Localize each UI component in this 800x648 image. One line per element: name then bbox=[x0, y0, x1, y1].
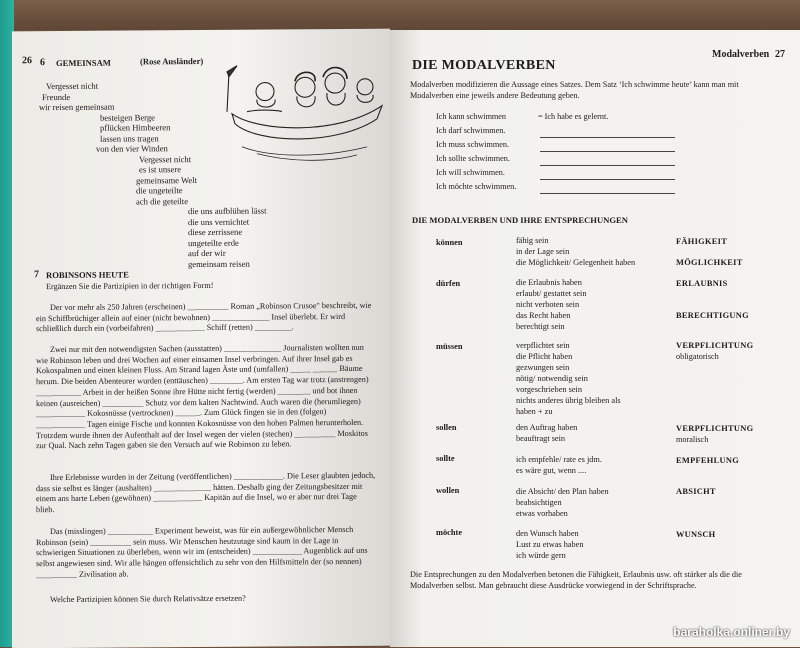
poem-line: diese zerrissene bbox=[188, 226, 243, 238]
equivalent: nötig/ notwendig sein bbox=[516, 374, 588, 383]
running-header: Modalverben bbox=[712, 49, 770, 60]
equivalent: nicht verboten sein bbox=[516, 300, 580, 309]
meaning-label: WUNSCH bbox=[676, 530, 716, 539]
intro-text: Modalverben modifizieren die Aussage eines Satzes. Dem Satz ‘Ich schwimme heute’ kann man mit Modalverben eine jeweils andere Bedeutung geben. bbox=[410, 80, 739, 100]
meaning-label: VERPFLICHTUNG bbox=[676, 424, 754, 433]
equivalent: beabsichtigen bbox=[516, 498, 562, 507]
modal-verb: sollte bbox=[436, 454, 455, 463]
exercise-sentence: Ich darf schwimmen. bbox=[436, 126, 506, 135]
answer-line[interactable] bbox=[540, 192, 675, 194]
exercise-sentence: Ich muss schwimmen. bbox=[436, 140, 509, 149]
equivalent: in der Lage sein bbox=[516, 247, 570, 256]
table-heading: DIE MODALVERBEN UND IHRE ENTSPRECHUNGEN bbox=[412, 215, 628, 225]
right-page bbox=[390, 30, 800, 647]
equivalent: beauftragt sein bbox=[516, 434, 566, 443]
page-number-left: 26 bbox=[22, 55, 32, 67]
equivalent: haben + zu bbox=[516, 407, 553, 416]
exercise-sentence: Ich möchte schwimmen. bbox=[436, 182, 517, 191]
equivalent: ich empfehle/ rate es jdm. bbox=[516, 455, 602, 464]
poem-line: die uns vernichtet bbox=[188, 216, 250, 228]
final-question: Welche Partizipien können Sie durch Relativsätze ersetzen? bbox=[50, 593, 246, 605]
equivalent: erlaubt/ gestattet sein bbox=[516, 289, 587, 298]
equivalent: ich würde gern bbox=[516, 551, 566, 560]
exercise-answer: = Ich habe es gelernt. bbox=[538, 112, 609, 121]
answer-line[interactable] bbox=[540, 136, 675, 138]
poem-line: ach die geteilte bbox=[136, 196, 189, 207]
exercise-sentence: Ich will schwimmen. bbox=[436, 168, 505, 177]
poem-author: (Rose Ausländer) bbox=[140, 55, 204, 67]
modal-verb: sollen bbox=[436, 423, 457, 432]
poem-line: besteigen Berge bbox=[100, 112, 155, 123]
section-7-number: 7 bbox=[34, 269, 39, 281]
exercise-paragraph: Das (misslingen) ___________ Experiment beweist, was für ein außergewöhnlicher Mensch Robinson (sein) __________ sein muss. Wir Menschen heutzutage sind kaum in der Lage in schwierigen Situationen zu überleben, wenn wir im (entscheiden) ____________ Augenblick auf uns selbst angewiesen sind. Wir alle hängen offensichtlich zu sehr von den Hilfsmitteln der (so nennen) __________ Zivilisation ab. bbox=[36, 524, 368, 579]
equivalent: das Recht haben bbox=[516, 311, 571, 320]
watermark: baraholka.onliner.by bbox=[673, 625, 790, 639]
poem-line: Freunde bbox=[42, 91, 71, 103]
equivalent: Lust zu etwas haben bbox=[516, 540, 584, 549]
exercise-paragraph: Ihre Erlebnisse wurden in der Zeitung (veröffentlichen) ____________. Die Leser glaubten jedoch, dass sie selbst es länger (aushalten) ______________ hätten. Deshalb ging der Zeitungsbesitzer mit einem ans harte Leben (gewöhnen) ____________ Kapitän auf die Insel, wo er aber nur drei Tage blieb. bbox=[36, 470, 376, 515]
answer-line[interactable] bbox=[540, 150, 675, 152]
meaning-label: ABSICHT bbox=[676, 487, 716, 496]
poem-line: die uns aufblühen lässt bbox=[188, 205, 267, 217]
page-title: DIE MODALVERBEN bbox=[412, 58, 556, 73]
section-6-number: 6 bbox=[40, 57, 45, 69]
poem-line: es ist unsere bbox=[139, 164, 182, 175]
meaning-sublabel: obligatorisch bbox=[676, 352, 719, 361]
poem-line: Vergesset nicht bbox=[46, 80, 99, 92]
exercise-paragraph: Zwei nur mit den notwendigsten Sachen (ausstatten) ______________ Journalisten wollten nun wie Robinson leben und drei Wochen auf einer einsamen Insel verbringen. Auf ihrer Insel gab es Kokospalmen und einen kleinen Fluss. Am Strand lagen Äste und (umfallen) _____ ______ Bäume herum. Die beiden Abenteurer wurden (enttäuschen) ________. Am ersten Tag war trotz (anstrengen) ___________ Arbeit in der heißen Sonne ihre Hütte nicht fertig (werden) ________ und bot ihnen keinen (ausreichen) __________ Schutz vor dem kalten Nachtwind. Auch waren die (herumliegen) ____________ Kokosnüsse (vertrocknen) ______. Zum Glück fingen sie in den (folgen) ____________ Tagen einige Fische und konnten Kokosnüsse von den hohen Palmen herunterholen. Trotzdem wurde ihnen der Aufenthalt auf der Insel wegen der vielen (stechen) __________ Moskitos zur Qual. Nach zehn Tagen gaben sie den Versuch auf wie Robinson zu leben. bbox=[36, 342, 369, 451]
equivalent: berechtigt sein bbox=[516, 322, 565, 331]
section-7-title: ROBINSONS HEUTE bbox=[46, 269, 129, 281]
left-page bbox=[12, 29, 390, 648]
modal-verb: wollen bbox=[436, 486, 460, 495]
equivalent: nichts anderes übrig bleiben als bbox=[516, 396, 621, 405]
equivalent: es wäre gut, wenn .... bbox=[516, 466, 587, 475]
poem-line: gemeinsam reisen bbox=[188, 258, 250, 270]
equivalent: die Erlaubnis haben bbox=[516, 278, 582, 287]
equivalent: etwas vorhaben bbox=[516, 509, 568, 518]
exercise-paragraph: Der vor mehr als 250 Jahren (erscheinen) __________ Roman „Robinson Crusoe" beschreibt, wie ein Schiffbrüchiger allein auf einer (nicht bewohnen) ______________ Insel überlebt. Er wird schließlich durch ein (vorbeifahren) ____________ Schiff (retten) _________. bbox=[36, 300, 372, 334]
equivalent: die Pflicht haben bbox=[516, 352, 573, 361]
meaning-label: VERPFLICHTUNG bbox=[676, 341, 754, 350]
background-fabric bbox=[0, 0, 800, 30]
meaning-sublabel: moralisch bbox=[676, 435, 709, 444]
poem-line: die ungeteilte bbox=[136, 185, 183, 196]
poem-line: Vergesset nicht bbox=[139, 154, 192, 165]
footer-note: Die Entsprechungen zu den Modalverben betonen die Fähigkeit, Erlaubnis usw. oft stärker als die die Modalverben selbst. Man gebraucht diese Ausdrücke vorwiegend in der Schriftsprache. bbox=[410, 570, 742, 590]
exercise-sentence: Ich kann schwimmen bbox=[436, 112, 507, 121]
modal-verb: müssen bbox=[436, 342, 463, 351]
poem-line: gemeinsame Welt bbox=[136, 175, 197, 186]
meaning-label: MÖGLICHKEIT bbox=[676, 258, 743, 267]
poem-line: auf der wir bbox=[188, 247, 226, 259]
equivalent: gezwungen sein bbox=[516, 363, 570, 372]
equivalent: verpflichtet sein bbox=[516, 341, 570, 350]
equivalent: die Absicht/ den Plan haben bbox=[516, 487, 609, 496]
equivalent: den Wunsch haben bbox=[516, 529, 579, 538]
meaning-label: BERECHTIGUNG bbox=[676, 311, 749, 320]
answer-line[interactable] bbox=[540, 164, 675, 166]
poem-line: ungeteilte erde bbox=[188, 237, 239, 249]
meaning-label: ERLAUBNIS bbox=[676, 279, 728, 288]
modal-verb: möchte bbox=[436, 528, 463, 537]
meaning-label: EMPFEHLUNG bbox=[676, 456, 740, 465]
poem-line: von den vier Winden bbox=[96, 143, 168, 154]
equivalent: die Möglichkeit/ Gelegenheit haben bbox=[516, 258, 636, 267]
page-number-right: 27 bbox=[775, 49, 785, 60]
poem-line: wir reisen gemeinsam bbox=[39, 101, 115, 113]
equivalent: vorgeschrieben sein bbox=[516, 385, 582, 394]
poem-line: lassen uns tragen bbox=[100, 133, 159, 144]
equivalent: fähig sein bbox=[516, 236, 549, 245]
section-6-title: GEMEINSAM bbox=[56, 57, 111, 69]
modal-verb: dürfen bbox=[436, 279, 461, 288]
poem-line: pflücken Himbeeren bbox=[100, 122, 171, 133]
answer-line[interactable] bbox=[540, 178, 675, 180]
modal-verb: können bbox=[436, 238, 463, 247]
meaning-label: FÄHIGKEIT bbox=[676, 237, 728, 246]
boat-illustration bbox=[217, 51, 390, 167]
section-7-instruction: Ergänzen Sie die Partizipien in der richtigen Form! bbox=[46, 280, 214, 292]
equivalent: den Auftrag haben bbox=[516, 423, 578, 432]
exercise-sentence: Ich sollte schwimmen. bbox=[436, 154, 510, 163]
